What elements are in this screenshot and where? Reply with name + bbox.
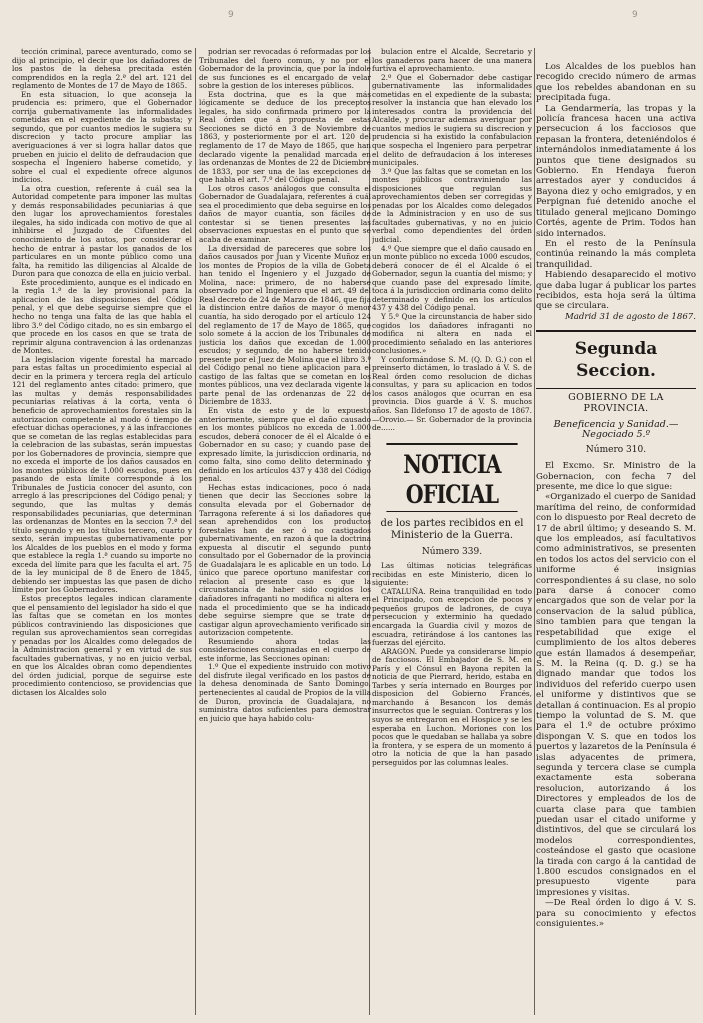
noticia-oficial-heading: NOTICIA OFICIAL <box>386 443 517 512</box>
paragraph: podrian ser revocadas ó reformadas por los Tribunales del fuero comun, y no por el Gobernador de la provincia, que por la índole de sus funciones es el encargado de velar sobre la gestion de los intereses públicos. <box>199 48 371 91</box>
paragraph: CATALUÑA. Reina tranquilidad en todo el Principado, con excepcion de pocos y pequeños grupos de ladrones, de cuya persecucion y exterminio ha quedado encargada la Guardia civil y mozos de escuadra, retirándose á los cantones las fuerzas del ejército. <box>372 586 532 648</box>
paragraph: «Organizado el cuerpo de Sanidad marítima del reino, de conformidad con lo dispuesto por Real decreto de 17 de abril último; y deseando S. M. que los empleados, así facultativos como administrativos, se presenten en todos los actos del servicio con el uniforme é insignias correspondientes á su clase, no solo para darse á conocer como encargados que son de velar por la conservacion de la salud pública, sino tambien para que tengan la respetabilidad que exige el cumplimiento de los altos deberes que están llamados á desempeñar, S. M. la Reina (q. D. g.) se ha dignado mandar que todos los individuos del referido cuerpo usen el uniforme y distintivos que se detallan á continuacion. Es al propio tiempo la voluntad de S. M. que para el 1.º de octubre próximo dispongan V. S. que en todos los puertos y lazaretos de la Península é islas adyacentes de primera, segunda y tercera clase se cumpla exactamente esta soberana resolucion, autorizando á los Directores y empleados de los de cuarta clase para que tambien puedan usar el citado uniforme y distintivos, del que se circulará los modelos correspondientes, costeándose el gasto que ocasione la tirada con cargo á la cantidad de 1.800 escudos consignados en el presupuesto vigente para impresiones y visitas. <box>536 492 696 898</box>
segunda-seccion-heading: Segunda Seccion. <box>536 330 696 389</box>
paragraph: Y conformándose S. M. (Q. D. G.) con el preinserto dictámen, lo traslado á V. S. de Real órden como resolucion de dichas consultas, y para su aplicacion en todos los casos análogos que ocurran en esa provincia. Dios guarde á V. S. muchos años. San Ildefonso 17 de agosto de 1867. —Orovio.— Sr. Gobernador de la provincia de...... <box>372 354 532 433</box>
paragraph: 1.º Que el expediente instruido con motivo del disfrute ilegal verificado en los pastos de la dehesa denominada de Santo Domingo, pertenecientes al caudal de Propios de la villa de Duron, provincia de Guadalajara, no suministra datos suficientes para demostrar en juicio que haya habido colu- <box>199 662 371 723</box>
paragraph: Este procedimiento, aunque es el indicado en la regla 1.ª de la ley provisional para la aplicacion de las disposiciones del Código penal, y el que debe seguirse siempre que el hecho no tenga una falta de las que habla el libro 3.º del Código citado, no es sin embargo el que procede en los casos en que se trata de reprimir alguna contravencion á las ordenanzas de Montes. <box>12 277 192 356</box>
paragraph: Los Alcaldes de los pueblos han recogido crecido número de armas que los rebeldes abandonan en su precipitada fuga. <box>536 62 696 104</box>
paragraph: —De Real órden lo digo á V. S. para su conocimiento y efectos consiguientes.» <box>536 898 696 930</box>
noticia-subheading: de los partes recibidos en el Ministerio de la Guerra. <box>380 517 524 541</box>
dateline: Madrid 31 de agosto de 1867. <box>565 311 696 322</box>
paragraph: Y 5.º Que la circunstancia de haber sido cogidos los dañadores infraganti no modifica ni altera en nada el procedimiento señalado en las anteriores conclusiones.» <box>372 311 532 356</box>
paragraph: En esta situacion, lo que aconseja la prudencia es: primero, que el Gobernador corrija gubernativamente las informalidades cometidas en el expediente de la subasta; y segundo, que por cuantos medios le sugiera su discrecion y tacto procure ampliar las averiguaciones á ver si logra hallar datos que prueben en juicio el delito de defraudacion que sospecha el Ingeniero haberse cometido, y sobre el cual el expediente ofrece algunos indicios. <box>12 89 192 185</box>
paragraph: Los otros casos análogos que consulta el Gobernador de Guadalajara, referentes á cuál sea el procedimiento que deba seguirse en los daños de mayor cuantía, son fáciles de contestar si se tienen presentes las observaciones expuestas en el punto que se acaba de examinar. <box>199 183 371 245</box>
paragraph: La Gendarmería, las tropas y la policía francesa hacen una activa persecucion á los facciosos que repasan la frontera, deteniéndolos é internándolos inmediatamente á los puntos que tiene designados su Gobierno. En Hendaya fueron arrestados ayer y conducidos á Bayona diez y ocho emigrados, y en Perpignan fué detenido anoche el titulado general mejicano Domingo Cortés, agente de Prim. Todos han sido internados. <box>536 103 696 239</box>
paragraph: 3.º Que las faltas que se cometan en los montes públicos contraviniendo las disposiciones que regulan sus aprovechamientos deben ser corregidas y penadas por los Alcaldes como delegados de la Administracion y en uso de sus facultades gubernativas, y no en juicio verbal como dependientes del órden judicial. <box>372 166 532 245</box>
paragraph: En el resto de la Península continúa reinando la más completa tranquilidad. <box>536 238 696 270</box>
article-number: Número 310. <box>585 444 647 455</box>
paragraph: tección criminal, parece aventurado, como se dijo al principio, el decir que los dañadores de los pastos de la dehesa precitada estén comprendidos en la regla 2.ª del art. 121 del reglamento de Montes de 17 de Mayo de 1865. <box>12 48 192 91</box>
column-4 <box>536 62 696 1015</box>
gobierno-heading: GOBIERNO DE LA PROVINCIA. <box>568 392 664 414</box>
column-rule <box>195 48 196 1015</box>
paragraph: Hechas estas indicaciones, poco ó nada tienen que decir las Secciones sobre la consulta elevada por el Gobernador de Tarragona referente á si los dañadores que sean aprehendidos con los productos forestales han de ser ó no castigados gubernativamente, en razon á que la doctrina expuesta al discutir el segundo punto consultado por el Gobernador de la provincia de Guadalajara le es aplicable en un todo. Lo único que parece oportuno manifestar con relacion al presente caso es que la circunstancia de haber sido cogidos los dañadores infraganti no modifica ni altera en nada el procedimiento que se ha indicado debe seguirse siempre que se trate de castigar algun aprovechamiento verificado sin autorizacion competente. <box>199 482 371 638</box>
paragraph: Estos preceptos legales indican claramente que el pensamiento del legislador ha sido el que las faltas que se cometan en los montes públicos contraviniendo las disposiciones que regulan sus aprovechamientos sean corregidas y penadas por los Alcaldes como delegados de la Administracion general y en virtud de sus facultades gubernativas, y no en juicio verbal, en que los Alcaldes obran como dependientes del órden judicial, porque de seguirse este procedimiento contencioso, se providencias que dictasen los Alcaldes solo <box>12 594 192 698</box>
paragraph: 4.º Que siempre que el daño causado en un monte público no exceda 1000 escudos, deberá conocer de él el Alcalde ó el Gobernador, segun la cuantía del mismo; y que cuando pase del expresado límite, toca á la jurisdiccion ordinaria como delito determinado y definido en los artículos 437 y 438 del Código penal. <box>372 243 532 313</box>
paragraph: La otra cuestion, referente á cuál sea la Autoridad competente para imponer las multas y demás responsabilidades pecuniarias á que den lugar los aprovechamientos forestales ilegales, ha sido indicada con motivo de que al inhibirse el Juzgado de Cifuentes del conocimiento de los autos, por considerar el hecho de entrar á pastar los ganados de los particulares en un monte público como una falta, ha remitido las diligencias al Alcalde de Duron para que conozca de ella en juicio verbal. <box>12 183 192 279</box>
paragraph: Las últimas noticias telegráficas recibidas en este Ministerio, dicen lo siguiente: <box>372 561 532 588</box>
paragraph: Esta doctrina, que es la que más lógicamente se deduce de los preceptos legales, ha sido confirmada primero por la Real órden que á propuesta de estas Secciones se dictó en 3 de Noviembre de 1863, y posteriormente por el art. 120 del reglamento de 17 de Mayo de 1865, que han declarado vigente la penalidad marcada en las ordenanzas de Montes de 22 de Diciembre de 1833, por ser una de las excepciones de que habla el art. 7.º del Código penal. <box>199 89 371 185</box>
column-1 <box>12 48 192 1015</box>
noticia-number: Número 339. <box>421 546 483 557</box>
paragraph: bulacion entre el Alcalde, Secretario y los ganaderos para hacer de una manera furtiva el aprovechamiento. <box>372 48 532 74</box>
paragraph: Habiendo desaparecido el motivo que daba lugar á publicar los partes recibidos, esta hoja será la última que se circulara. <box>536 270 696 312</box>
paragraph: En vista de esto y de lo expuesto anteriormente, siempre que el daño causado en los montes públicos no exceda de 1.000 escudos, deberá conocer de él el Alcalde ó el Gobernador en su caso; y cuando pase del expresado límite, la jurisdiccion ordinaria, no como falta, sino como delito determinado y definido en los artículos 437 y 438 del Código penal. <box>199 405 371 484</box>
paragraph: El Excmo. Sr. Ministro de la Gobernacion, con fecha 7 del presente, me dice lo que sigue: <box>536 461 696 492</box>
paragraph: La diversidad de pareceres que sobre los daños causados por Juan y Vicente Muñoz en los montes de Propios de la villa de Gobeta han tenido el Ingeniero y el Juzgado de Molina, nace: primero, de no haberse observado por el Ingeniero que el art. 49 del Real decreto de 24 de Marzo de 1846, que fija la distincion entre daños de mayor ó menor cuantía, ha sido derogado por el artículo 124 del reglamento de 17 de Mayo de 1865, que solo somete á la accion de los Tribunales de justicia los daños que excedan de 1.000 escudos; y segundo, de no haberse tenido presente por el Juez de Molina que el libro 3.º del Código penal no tiene aplicacion para el castigo de las faltas que se cometan en los montes públicos, una vez declarada vigente la parte penal de las ordenanzas de 22 de Diciembre de 1833. <box>199 243 371 407</box>
paragraph: 2.º Que el Gobernador debe castigar gubernativamente las informalidades cometidas en el expediente de la subasta; resolver la instancia que han elevado los interesados contra la providencia del Alcalde, y procurar ademas averiguar por cuantos medios le sugiera su discrecion y prudencia si ha existido la confabulacion que sospecha el Ingeniero para perpetrar el delito de defraudacion á los intereses municipales. <box>372 72 532 168</box>
column-3 <box>372 48 532 1015</box>
paragraph: ARAGON. Puede ya considerarse limpio de facciosos. El Embajador de S. M. en París y el Cónsul en Bayona repiten la noticia de que Pierrard, herido, estaba en Tarbes y sería internado en Bourges por disposicion del Gobierno Francés, marchando á Besancon los demás insurrectos que le seguian. Contreras y los suyos se entregaron en el Hospice y se les esperaba en Luchon. Moriones con los pocos que le quedaban se hallaba ya sobre la frontera, y se espera de un momento á otro la noticia de que la han pasado perseguidos por las columnas leales. <box>372 646 532 767</box>
paragraph: La legislacion vigente forestal ha marcado para estas faltas un procedimiento especial al decir en la primera y tercera regla del artículo 121 del reglamento antes citado: primero, que las multas y demás responsabilidades pecuniarias relativas á la corta, venta ó beneficio de aprovechamientos forestales sin la autorizacion competente al modo ó tiempo de efectuar dichas operaciones, y á las infracciones que se cometan de las reglas establecidas para la celebracion de las subastas, serán impuestas por los Gobernadores de provincia, siempre que no exceda el importe de los daños causados en los montes públicos de 1.000 escudos, pues en pasando de esta límite corresponde á los Tribunales de Justicia conocer del asunto, con arreglo á las prescripciones del Código penal; y segundo, que las multas y demás responsabilidades pecuniarias, que determinan las ordenanzas de Montes en la seccion 7.ª del título segundo y en los títulos tercero, cuarto y sexto, serán impuestas gubernativamente por los Alcaldes de los pueblos en el modo y forma que establece la regla 1.ª cuando su importe no exceda del límite para que les faculta el art. 75 de la ley municipal de 8 de Enero de 1845, debiendo ser impuestas las que pasen de dicho límite por los Gobernadores. <box>12 354 192 595</box>
beneficencia-heading: Beneficencia y Sanidad.—Negociado 5.º <box>553 418 679 441</box>
column-rule <box>534 48 535 1015</box>
column-2 <box>199 48 371 1015</box>
paragraph: Resumiendo ahora todas las consideraciones consignadas en el cuerpo de este informe, las Secciones opinan: <box>199 636 371 663</box>
header-mark-right: 9 <box>632 10 638 20</box>
header-mark-left: 9 <box>228 10 234 20</box>
